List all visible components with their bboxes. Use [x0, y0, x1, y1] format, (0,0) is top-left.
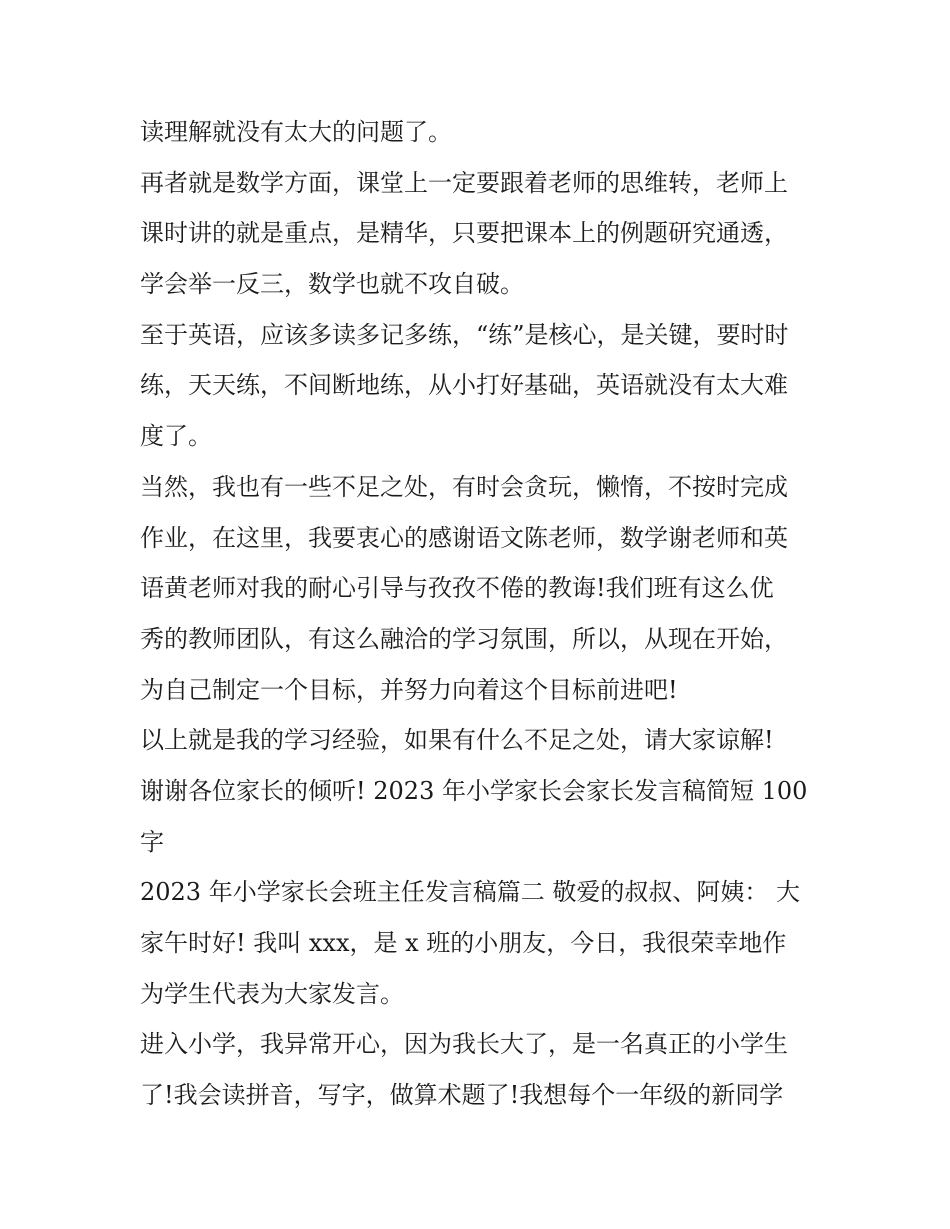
text-line: 练，天天练，不间断地练，从小打好基础，英语就没有太大难 — [140, 371, 788, 400]
text-line: 当然，我也有一些不足之处，有时会贪玩，懒惰，不按时完成 — [140, 472, 788, 501]
text-line: 2023 年小学家长会班主任发言稿篇二 敬爱的叔叔、阿姨： 大 — [140, 878, 800, 907]
text-line: 秀的教师团队，有这么融洽的学习氛围，所以，从现在开始， — [140, 624, 788, 653]
text-line: 字 — [140, 827, 164, 856]
text-line: 以上就是我的学习经验，如果有什么不足之处，请大家谅解! — [140, 726, 774, 755]
text-line: 为学生代表为大家发言。 — [140, 979, 404, 1008]
text-line: 至于英语，应该多读多记多练，“练”是核心，是关键，要时时 — [140, 320, 789, 349]
text-line: 课时讲的就是重点，是精华，只要把课本上的例题研究通透， — [140, 219, 788, 248]
text-line: 谢谢各位家长的倾听! 2023 年小学家长会家长发言稿简短 100 — [140, 776, 808, 805]
text-line: 再者就是数学方面，课堂上一定要跟着老师的思维转，老师上 — [140, 168, 788, 197]
text-line: 为自己制定一个目标，并努力向着这个目标前进吧! — [140, 675, 678, 704]
text-line: 家午时好! 我叫 xxx，是 x 班的小朋友，今日，我很荣幸地作 — [140, 929, 787, 957]
text-line: 读理解就没有太大的问题了。 — [140, 118, 452, 146]
document-body — [140, 107, 820, 1121]
text-line: 作业，在这里，我要衷心的感谢语文陈老师，数学谢老师和英 — [140, 523, 788, 552]
text-line: 了!我会读拼音，写字，做算术题了!我想每个一年级的新同学 — [140, 1081, 784, 1110]
text-line: 语黄老师对我的耐心引导与孜孜不倦的教诲!我们班有这么优 — [140, 574, 774, 603]
text-line: 进入小学，我异常开心，因为我长大了，是一名真正的小学生 — [140, 1030, 788, 1059]
text-line: 学会举一反三，数学也就不攻自破。 — [140, 270, 524, 299]
text-line: 度了。 — [140, 422, 212, 451]
